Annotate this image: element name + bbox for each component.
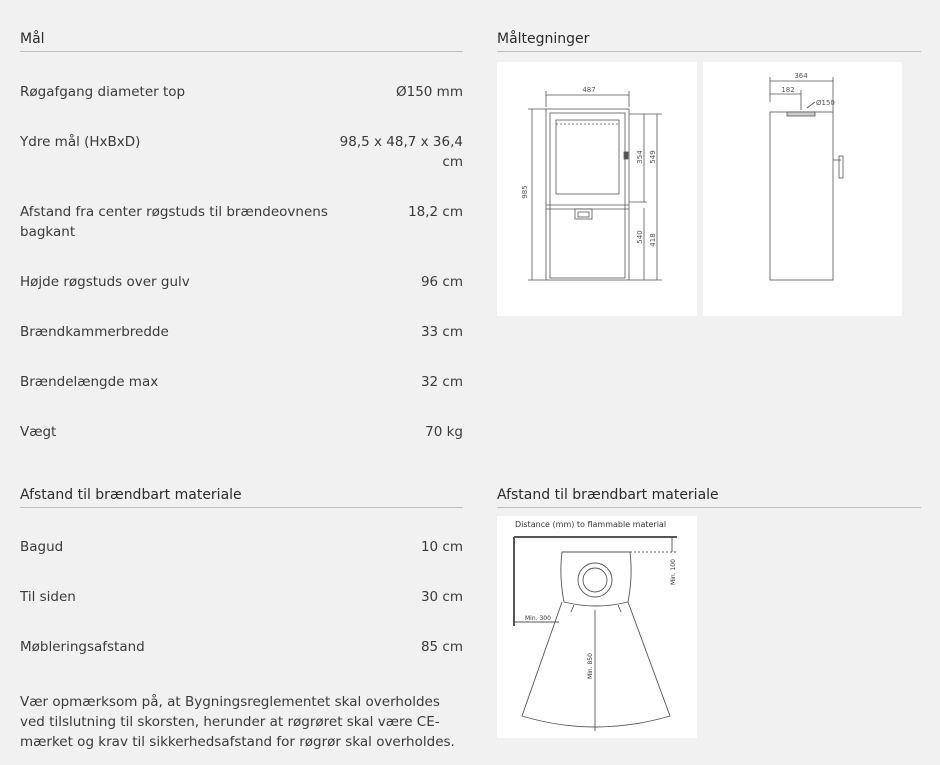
lower-height-label: 540 xyxy=(636,230,644,244)
upper-height-label: 549 xyxy=(649,150,657,164)
clearance-caption: Distance (mm) to flammable material xyxy=(515,520,667,529)
clearance-diagram-heading: Afstand til brændbart materiale xyxy=(497,486,921,508)
spec-value: 96 cm xyxy=(420,274,463,290)
dimensions-heading: Mål xyxy=(20,30,463,52)
spec-label: Brændelængde max xyxy=(20,374,159,390)
clearance-value: 10 cm xyxy=(420,539,463,555)
spec-value: 33 cm xyxy=(420,324,463,340)
drawings-heading: Måltegninger xyxy=(497,30,921,52)
spec-value: 32 cm xyxy=(420,374,463,390)
side-clearance-label: Min. 300 xyxy=(525,615,551,622)
back-clearance-label: Min. 100 xyxy=(670,559,677,585)
spec-value: 98,5 x 48,7 x 36,4 cm xyxy=(339,134,463,170)
clearance-label: Bagud xyxy=(20,539,64,555)
clearance-diagram-svg xyxy=(497,516,697,738)
spec-value: 70 kg xyxy=(425,424,463,440)
flue-offset-label: 182 xyxy=(781,86,795,94)
spec-label: Afstand fra center røgstuds til brændeovnens bagkant xyxy=(20,204,328,240)
spec-label: Ydre mål (HxBxD) xyxy=(20,134,141,150)
spec-label: Brændkammerbredde xyxy=(20,324,169,340)
spec-value: Ø150 mm xyxy=(396,84,463,100)
clearance-label: Møbleringsafstand xyxy=(20,639,145,655)
clearance-diagram-section xyxy=(497,486,921,508)
dimensions-section xyxy=(20,30,463,440)
clearance-value: 30 cm xyxy=(420,589,463,605)
front-view-svg xyxy=(497,62,697,316)
side-view-drawing xyxy=(703,62,902,316)
spec-value: 18,2 cm xyxy=(408,204,463,220)
clearance-diagram xyxy=(497,516,697,738)
front-clearance-label: Min. 850 xyxy=(587,653,594,679)
front-width-label: 487 xyxy=(582,86,596,94)
spec-label: Røgafgang diameter top xyxy=(20,84,186,100)
drawings-section xyxy=(497,30,921,52)
clearance-heading: Afstand til brændbart materiale xyxy=(20,486,463,508)
clearance-label: Til siden xyxy=(20,589,76,605)
side-view-svg xyxy=(703,62,902,316)
spec-label: Vægt xyxy=(20,424,57,440)
clearance-value: 85 cm xyxy=(420,639,463,655)
side-depth-label: 364 xyxy=(794,72,808,80)
flue-diameter-label: Ø150 xyxy=(816,99,835,107)
front-view-drawing xyxy=(497,62,697,316)
regulation-note: Vær opmærksom på, at Bygningsreglementet skal overholdes ved tilslutning til skorsten, herunder at røgrøret skal være CE-mærket og krav til sikkerhedsafstand for røgrør skal overholdes. xyxy=(20,694,455,750)
base-height-label: 418 xyxy=(649,233,657,247)
spec-label: Højde røgstuds over gulv xyxy=(20,274,190,290)
clearance-section xyxy=(20,486,463,750)
window-height-label: 354 xyxy=(636,150,644,164)
front-total-height-label: 985 xyxy=(521,185,529,199)
